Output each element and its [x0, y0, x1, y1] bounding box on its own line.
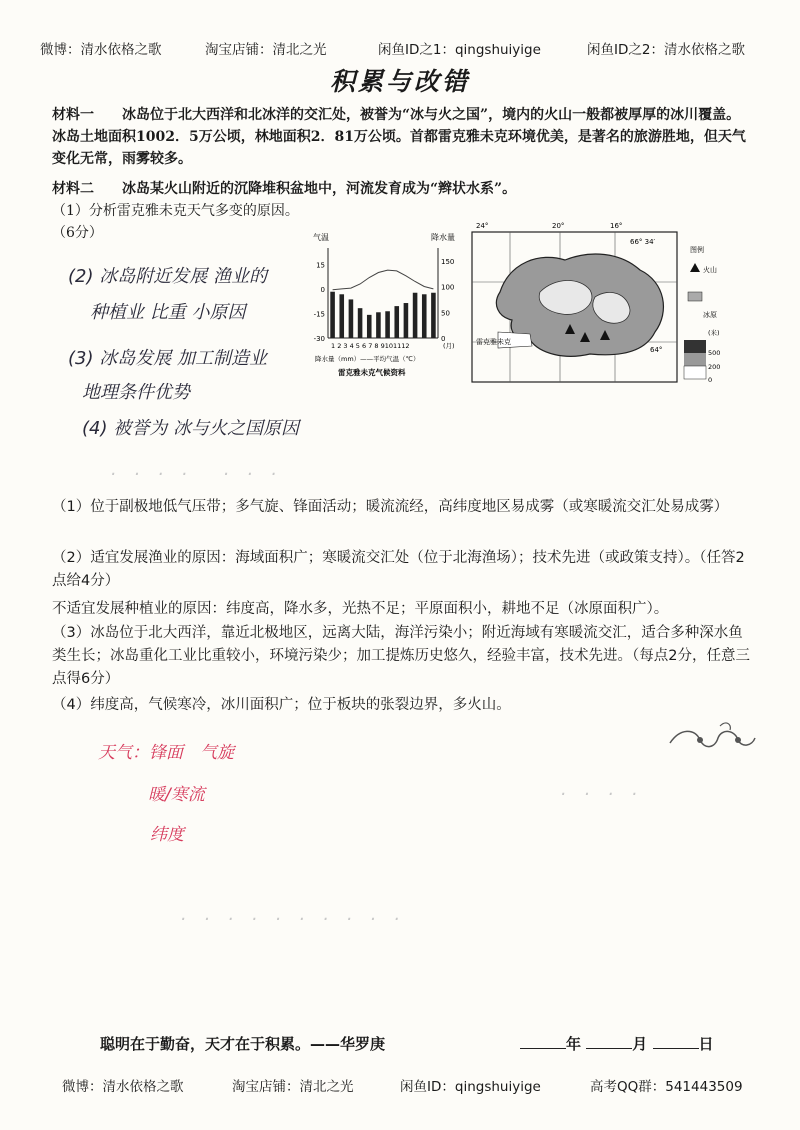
header-taobao: 淘宝店铺：清北之光 [205, 42, 327, 58]
header-xianyu2: 闲鱼ID之2：清水依格之歌 [587, 42, 745, 58]
elevation-swatch [684, 366, 706, 379]
red-note: 暖/寒流 [148, 785, 205, 805]
map-lon-label: 24° [476, 222, 489, 230]
day-label: 日 [698, 1035, 714, 1053]
bottom-footer [0, 1075, 800, 1095]
handwritten-note: (2) 冰岛附近发展 渔业的 [68, 266, 267, 287]
elevation-swatch [684, 340, 706, 353]
year-blank[interactable] [520, 1034, 566, 1049]
precip-bar [394, 306, 399, 338]
glacier-swatch [688, 292, 702, 301]
map-lat-label: 64° [650, 346, 663, 354]
precip-bar [367, 315, 372, 338]
chart-xticks: 1 2 3 4 5 6 7 8 9101112 [331, 342, 410, 350]
header-weibo: 微博：清水依格之歌 [40, 42, 162, 58]
map-city-label: 雷克雅未克 [476, 338, 511, 346]
footer-taobao: 淘宝店铺：清北之光 [232, 1079, 354, 1095]
ornament-flourish [660, 718, 760, 758]
elevation-swatch [684, 353, 706, 366]
legend-200: 200 [708, 363, 721, 371]
question-one: （1）分析雷克雅未克天气多变的原因。（6分） [52, 203, 299, 241]
quote: 聪明在于勤奋，天才在于积累。——华罗庚 [100, 1035, 386, 1053]
precip-bar [422, 294, 427, 338]
month-label: 月 [632, 1035, 648, 1053]
handwritten-note: 地理条件优势 [82, 382, 190, 403]
right-tick-label: 0 [441, 335, 446, 343]
right-tick-label: 100 [441, 283, 455, 292]
answer-two: （2）适宜发展渔业的原因：海域面积广；寒暖流交汇处（位于北海渔场）；技术先进（或政策支持）。（任答2点给4分） [52, 550, 745, 589]
left-tick-label: 15 [316, 261, 325, 270]
answer-four: （4）纬度高，气候寒冷，冰川面积广；位于板块的张裂边界，多火山。 [52, 697, 511, 713]
day-blank[interactable] [653, 1034, 699, 1049]
footer-xianyu: 闲鱼ID：qingshuiyige [400, 1079, 541, 1095]
handwritten-note: (3) 冰岛发展 加工制造业 [68, 348, 267, 369]
answer-two-b: 不适宜发展种植业的原因：纬度高，降水多，光热不足；平原面积小，耕地不足（冰原面积广）。 [52, 601, 669, 617]
precip-bar [431, 293, 436, 338]
answer-three: （3）冰岛位于北大西洋，靠近北极地区，远离大陆，海洋污染小；附近海域有寒暖流交汇，适合多种深水鱼类生长；冰岛重化工业比重较小，环境污染少；加工提炼历史悠久，经验丰富，技术先进。（每点2分，任意三点得6分） [52, 625, 750, 687]
right-tick-label: 50 [441, 309, 450, 318]
precip-bar [385, 311, 390, 338]
header-xianyu1: 闲鱼ID之1：qingshuiyige [378, 42, 541, 58]
precip-bar [339, 294, 344, 338]
red-note: 天气：锋面 气旋 [98, 743, 234, 763]
volcano-icon [690, 263, 700, 272]
precip-bar [349, 299, 354, 338]
map-lat-label: 66° 34′ [630, 238, 656, 246]
red-note: 纬度 [150, 825, 184, 845]
legend-0: 0 [708, 376, 713, 384]
left-tick-label: 0 [320, 285, 325, 294]
precip-bar [330, 292, 335, 338]
chart-right-label: 降水量 [431, 233, 455, 242]
precip-bar [413, 293, 418, 338]
legend-unit: (米) [708, 329, 720, 337]
chart-xlabel: (月) [443, 342, 455, 350]
handwritten-note: 种植业 比重 小原因 [90, 302, 246, 323]
left-tick-label: -15 [313, 310, 325, 319]
material-two: 材料二 冰岛某火山附近的沉降堆积盆地中，河流发育成为“辫状水系”。 [52, 181, 517, 197]
top-header [0, 38, 800, 58]
month-blank[interactable] [586, 1034, 632, 1049]
precip-bar [376, 312, 381, 338]
chart-title: 雷克雅未克气候资料 [338, 368, 406, 377]
iceland-map [470, 222, 730, 392]
left-tick-label: -30 [313, 335, 325, 343]
legend-glacier: 冰原 [703, 311, 717, 319]
handwritten-note: (4) 被誉为 冰与火之国原因 [82, 418, 299, 439]
footer-qq: 高考QQ群：541443509 [590, 1079, 743, 1095]
page-title: 积累与改错 [329, 67, 470, 96]
legend-title: 图例 [690, 246, 704, 254]
chart-legend: 降水量（mm）——平均气温（℃） [315, 355, 420, 363]
map-lon-label: 16° [610, 222, 623, 230]
legend-volcano: 火山 [703, 266, 717, 274]
year-label: 年 [566, 1035, 582, 1053]
temperature-line [333, 270, 434, 290]
footer-weibo: 微博：清水依格之歌 [62, 1079, 184, 1095]
material-one: 材料一 冰岛位于北大西洋和北冰洋的交汇处，被誉为“冰与火之国”，境内的火山一般都被厚厚的冰川覆盖。冰岛土地面积1002．5万公顷，林地面积2．81万公顷。首都雷克雅未克环境优美，是著名的旅游胜地，但天气变化无常，雨雾较多。 [52, 107, 746, 167]
map-lon-label: 20° [552, 222, 565, 230]
right-tick-label: 150 [441, 257, 455, 266]
legend-500: 500 [708, 349, 721, 357]
chart-left-label: 气温 [313, 233, 329, 242]
climate-chart [303, 228, 466, 388]
answer-one: （1）位于副极地低气压带；多气旋、锋面活动；暖流流经，高纬度地区易成雾（或寒暖流交汇处易成雾） [52, 499, 729, 515]
precip-bar [358, 308, 363, 338]
precip-bar [404, 303, 409, 338]
date-line [520, 1033, 714, 1054]
